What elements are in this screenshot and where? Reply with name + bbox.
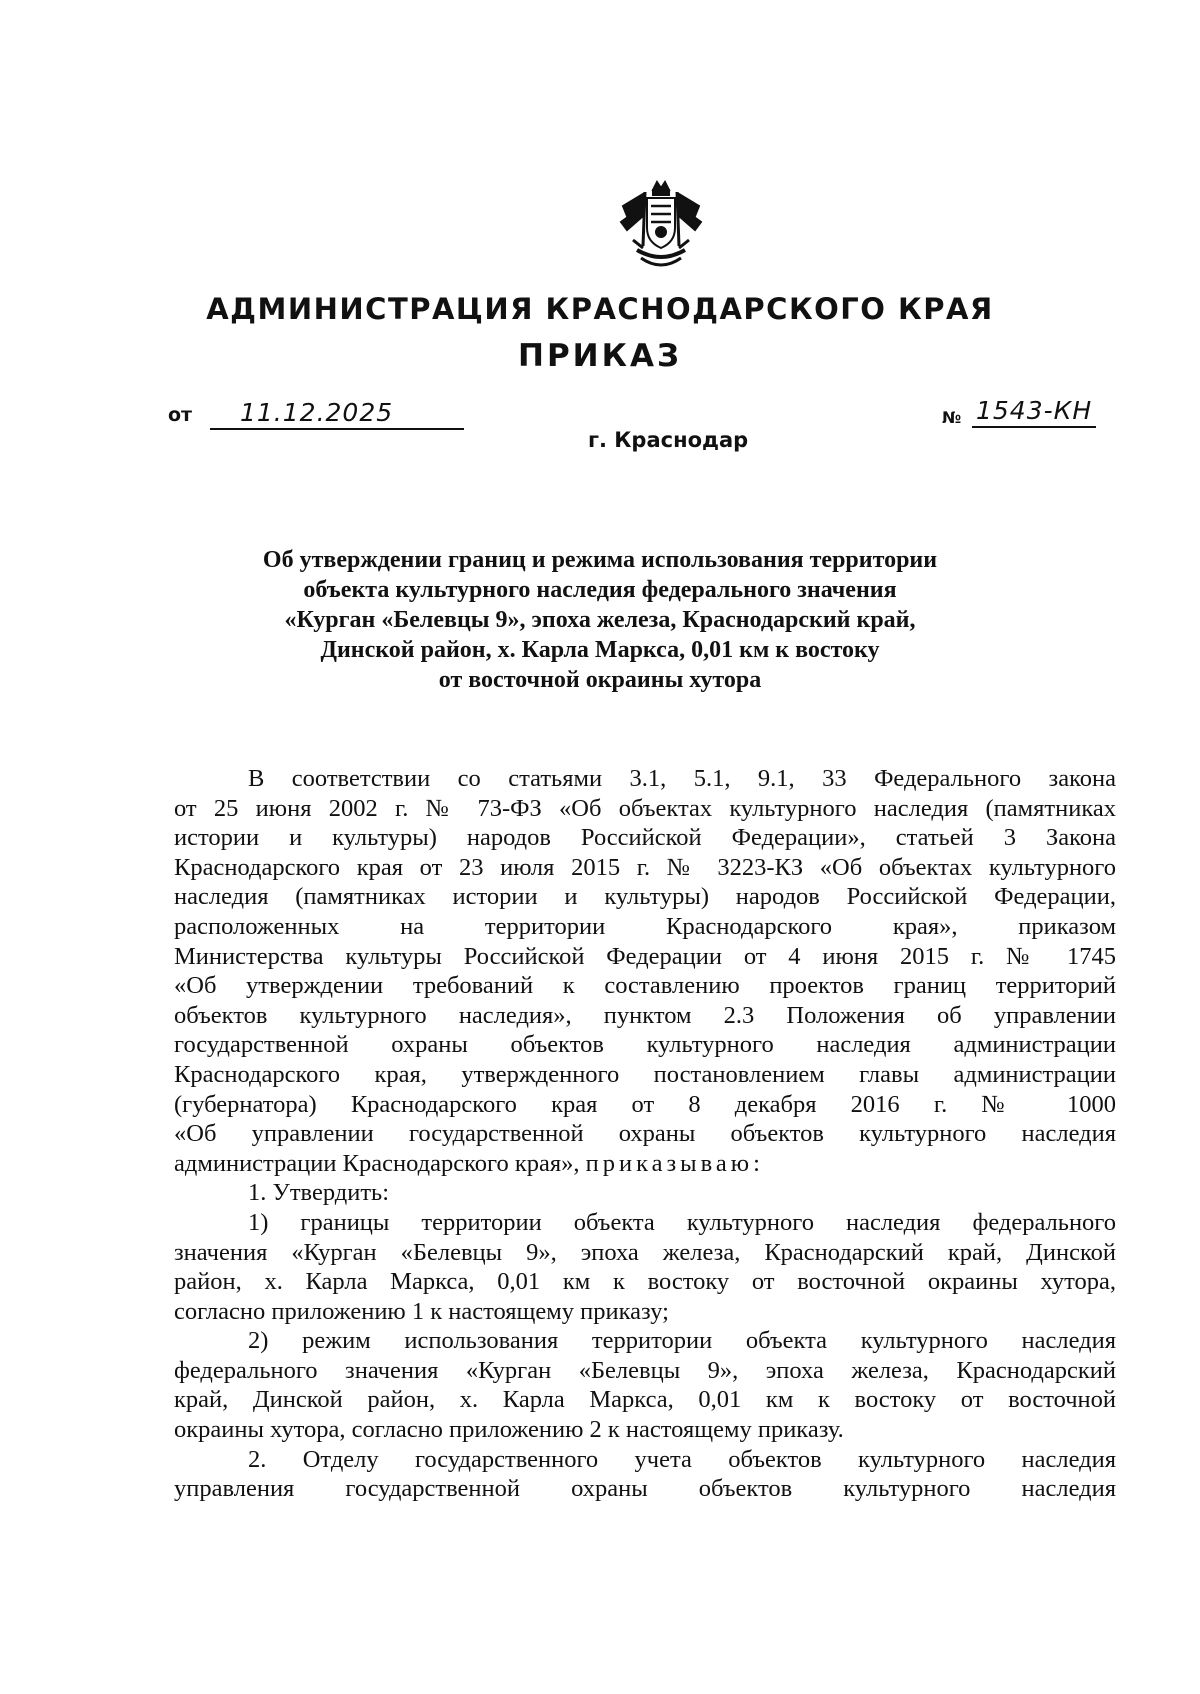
body-line: 1) границы территории объекта культурного наследия федерального bbox=[248, 1208, 1116, 1236]
body-line: от 25 июня 2002 г. № 73-ФЗ «Об объектах культурного наследия (памятниках bbox=[174, 794, 1116, 822]
date-prefix: от bbox=[168, 404, 193, 426]
body-line: Министерства культуры Российской Федерации от 4 июня 2015 г. № 1745 bbox=[174, 942, 1116, 970]
body-line: В соответствии со статьями 3.1, 5.1, 9.1, 33 Федерального закона bbox=[248, 765, 1116, 792]
body-line: истории и культуры) народов Российской Федерации», статьей 3 Закона bbox=[174, 824, 1116, 852]
organization-name: АДМИНИСТРАЦИЯ КРАСНОДАРСКОГО КРАЯ bbox=[206, 292, 994, 326]
date-underline bbox=[210, 428, 464, 430]
body-line: государственной охраны объектов культурного наследия администрации bbox=[174, 1031, 1116, 1059]
title-line: от восточной окраины хутора bbox=[438, 667, 762, 693]
city-name: г. Краснодар bbox=[588, 428, 749, 452]
body-line: согласно приложению 1 к настоящему приказу; bbox=[174, 1297, 669, 1325]
body-line: 2. Отделу государственного учета объектов культурного наследия bbox=[248, 1445, 1116, 1473]
body-line: объектов культурного наследия», пунктом 2.3 Положения об управлении bbox=[174, 1001, 1116, 1029]
title-line: «Курган «Белевцы 9», эпоха железа, Краснодарский край, bbox=[284, 607, 916, 633]
body-line: край, Динской район, х. Карла Маркса, 0,01 км к востоку от восточной bbox=[174, 1386, 1116, 1414]
body-line-text: администрации Краснодарского края», bbox=[174, 1149, 580, 1177]
body-line: расположенных на территории Краснодарского края», приказом bbox=[174, 912, 1116, 940]
body-line: 2) режим использования территории объекта культурного наследия bbox=[248, 1327, 1116, 1355]
order-word: приказываю: bbox=[585, 1149, 764, 1177]
title-line: Об утверждении границ и режима использования территории bbox=[262, 547, 938, 573]
document-type: ПРИКАЗ bbox=[518, 338, 682, 374]
body-line: «Об утверждении требований к составлению проектов границ территорий bbox=[174, 972, 1116, 1000]
body-line-order bbox=[174, 1149, 1116, 1179]
document-title bbox=[170, 545, 1030, 695]
coat-of-arms-icon bbox=[613, 176, 709, 276]
body-line: «Об управлении государственной охраны объектов культурного наследия bbox=[174, 1120, 1116, 1148]
document-body bbox=[174, 764, 1116, 1504]
body-line: (губернатора) Краснодарского края от 8 декабря 2016 г. № 1000 bbox=[174, 1090, 1116, 1118]
number-sign: № bbox=[942, 408, 962, 427]
body-line: управления государственной охраны объектов культурного наследия bbox=[174, 1475, 1116, 1503]
body-line: значения «Курган «Белевцы 9», эпоха железа, Краснодарский край, Динской bbox=[174, 1238, 1116, 1266]
body-line: окраины хутора, согласно приложению 2 к настоящему приказу. bbox=[174, 1416, 844, 1444]
number-underline bbox=[972, 426, 1096, 428]
body-line: наследия (памятниках истории и культуры) народов Российской Федерации, bbox=[174, 883, 1116, 911]
body-line: Краснодарского края от 23 июля 2015 г. № 3223-КЗ «Об объектах культурного bbox=[174, 853, 1116, 881]
body-line: 1. Утвердить: bbox=[248, 1179, 390, 1207]
number-field bbox=[942, 396, 1142, 432]
body-line: федерального значения «Курган «Белевцы 9», эпоха железа, Краснодарский bbox=[174, 1356, 1116, 1384]
body-line: район, х. Карла Маркса, 0,01 км к востоку от восточной окраины хутора, bbox=[174, 1268, 1116, 1296]
number-handwritten: 1543-КН bbox=[976, 396, 1093, 425]
body-line: Краснодарского края, утвержденного постановлением главы администрации bbox=[174, 1060, 1116, 1088]
title-line: объекта культурного наследия федерального значения bbox=[303, 577, 897, 603]
date-handwritten: 11.12.2025 bbox=[240, 398, 394, 427]
title-line: Динской район, х. Карла Маркса, 0,01 км к востоку bbox=[320, 637, 880, 663]
